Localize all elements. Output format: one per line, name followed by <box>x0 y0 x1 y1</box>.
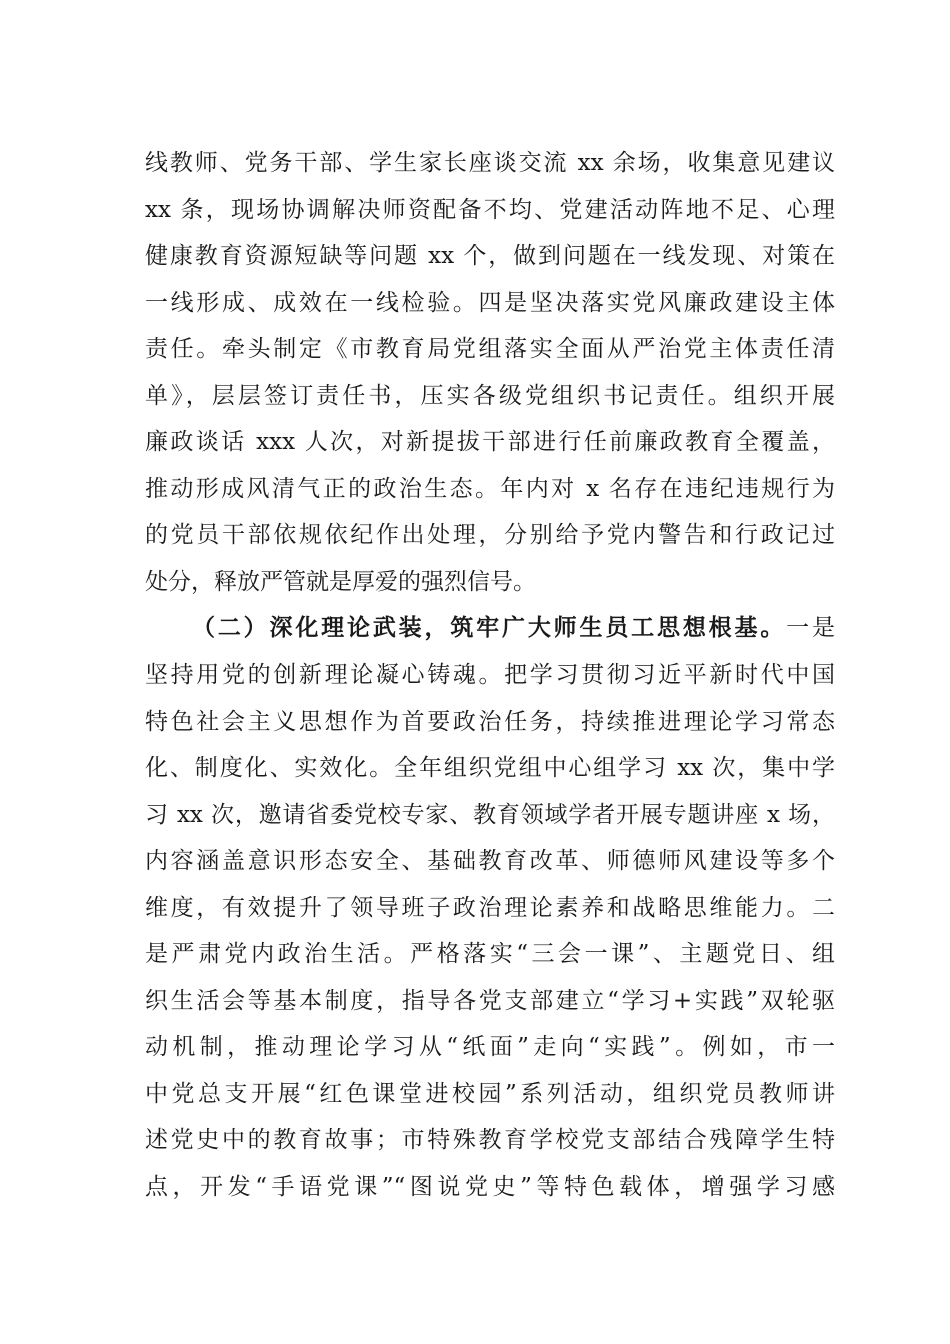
text-line: 动机制，推动理论学习从“纸面”走向“实践”。例如，市一 <box>145 1034 835 1061</box>
text-line: 中党总支开展“红色课堂进校园”系列活动，组织党员教师讲 <box>145 1080 835 1107</box>
document-body <box>145 140 835 1211</box>
text-line: 述党史中的教育故事；市特殊教育学校党支部结合残障学生特 <box>145 1127 835 1154</box>
text-line: 廉政谈话 xxx 人次，对新提拔干部进行任前廉政教育全覆盖， <box>145 429 835 456</box>
text-line: 一线形成、成效在一线检验。四是坚决落实党风廉政建设主体 <box>145 289 835 316</box>
text-line: 单》，层层签订责任书，压实各级党组织书记责任。组织开展 <box>145 382 835 409</box>
text-line: 责任。牵头制定《市教育局党组落实全面从严治党主体责任清 <box>145 336 835 363</box>
text-line: xx 条，现场协调解决师资配备不均、党建活动阵地不足、心理 <box>145 196 835 223</box>
section-heading: （二）深化理论武装，筑牢广大师生员工思想根基。 <box>192 614 787 642</box>
text-line: 的党员干部依规依纪作出处理，分别给予党内警告和行政记过 <box>145 522 835 549</box>
text-line: 维度，有效提升了领导班子政治理论素养和战略思维能力。二 <box>145 894 835 921</box>
text-line: 特色社会主义思想作为首要政治任务，持续推进理论学习常态 <box>145 708 835 735</box>
text-line: 处分，释放严管就是厚爱的强烈信号。 <box>145 568 536 595</box>
text-line: 推动形成风清气正的政治生态。年内对 x 名存在违纪违规行为 <box>145 475 835 502</box>
text-line: 化、制度化、实效化。全年组织党组中心组学习 xx 次，集中学 <box>145 755 835 782</box>
text-line: 习 xx 次，邀请省委党校专家、教育领域学者开展专题讲座 x 场， <box>145 801 835 828</box>
text-span: 一是 <box>786 615 835 642</box>
text-line: 是严肃党内政治生活。严格落实“三会一课”、主题党日、组 <box>145 941 835 968</box>
section-heading-line <box>145 605 835 652</box>
text-line: 内容涵盖意识形态安全、基础教育改革、师德师风建设等多个 <box>145 848 835 875</box>
text-line: 织生活会等基本制度，指导各党支部建立“学习+实践”双轮驱 <box>145 987 835 1014</box>
text-line: 线教师、党务干部、学生家长座谈交流 xx 余场，收集意见建议 <box>145 150 835 176</box>
text-line: 点，开发“手语党课”“图说党史”等特色载体，增强学习感 <box>145 1174 835 1201</box>
text-line: 健康教育资源短缺等问题 xx 个，做到问题在一线发现、对策在 <box>145 243 835 270</box>
text-line: 坚持用党的创新理论凝心铸魂。把学习贯彻习近平新时代中国 <box>145 662 835 689</box>
